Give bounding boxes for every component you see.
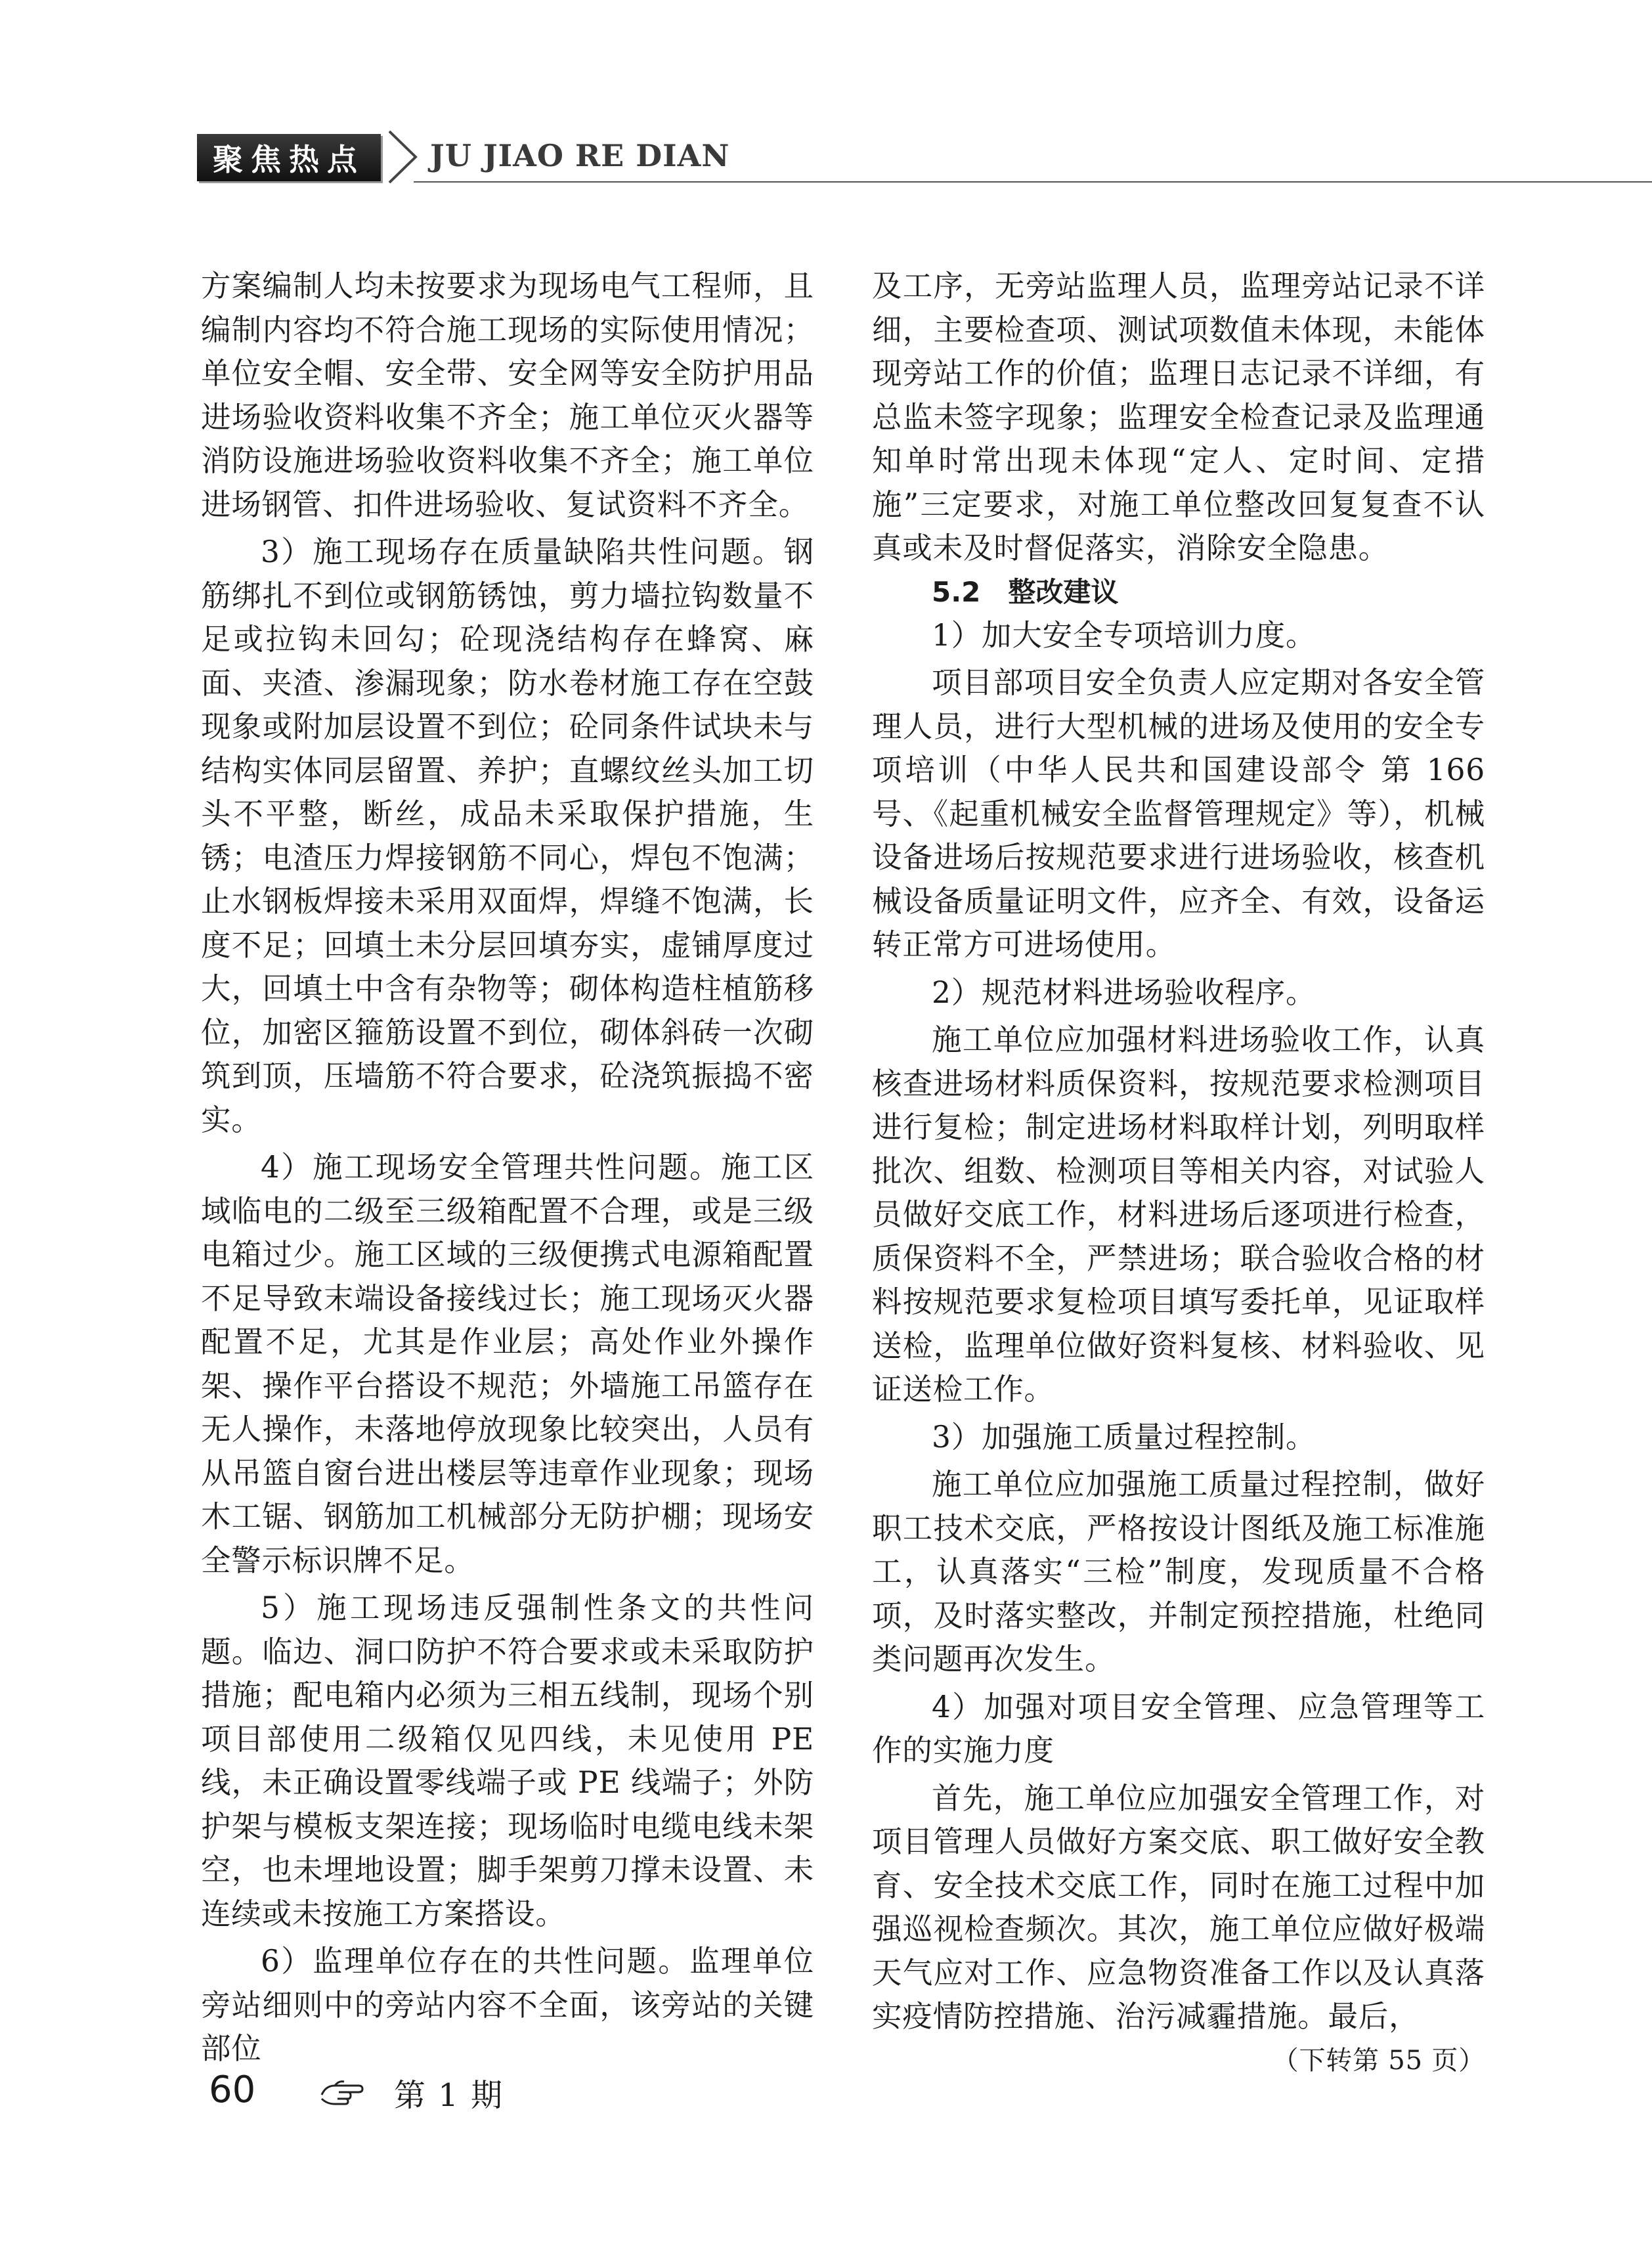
subheading: 3）加强施工质量过程控制。 — [932, 1419, 1316, 1455]
continued-note: （下转第 55 页） — [1272, 2045, 1485, 2076]
subheading: 4）加强对项目安全管理、应急管理等工作的实施力度 — [872, 1689, 1485, 1768]
subheading: 1）加大安全专项培训力度。 — [932, 617, 1316, 653]
paragraph: 6）监理单位存在的共性问题。监理单位旁站细则中的旁站内容不全面，该旁站的关键部位 — [201, 1944, 814, 2066]
paragraph — [872, 1777, 1485, 2076]
paragraph: 施工单位应加强施工质量过程控制，做好职工技术交底，严格按设计图纸及施工标准施工，认真落实“三检”制度，发现质量不合格项，及时落实整改，并制定预控措施，杜绝同类问题再次发生。 — [872, 1467, 1485, 1676]
paragraph: 4）施工现场安全管理共性问题。施工区域临电的二级至三级箱配置不合理，或是三级电箱过少。施工区域的三级便携式电源箱配置不足导致末端设备接线过长；施工现场灭火器配置不足，尤其是作业层；高处作业外操作架、操作平台搭设不规范；外墙施工吊篮存在无人操作，未落地停放现象比较突出，人员有从吊篮自窗台进出楼层等违章作业现象；现场木工锯、钢筋加工机械部分无防护棚；现场安全警示标识牌不足。 — [201, 1150, 814, 1578]
right-column — [872, 265, 1485, 2082]
page-footer — [209, 2069, 734, 2121]
chevron-divider-icon — [384, 129, 437, 185]
paragraph: 施工单位应加强材料进场验收工作，认真核查进场材料质保资料，按规范要求检测项目进行复检；制定进场材料取样计划，列明取样批次、组数、检测项目等相关内容，对试验人员做好交底工作，材料进场后逐项进行检查，质保资料不全，严禁进场；联合验收合格的材料按规范要求复检项目填写委托单，见证取样送检，监理单位做好资料复核、材料验收、见证送检工作。 — [872, 1022, 1485, 1407]
paragraph: 项目部项目安全负责人应定期对各安全管理人员，进行大型机械的进场及使用的安全专项培训（中华人民共和国建设部令 第 166 号、《起重机械安全监督管理规定》等），机械设备进场后按规范要求进行进场验收，核查机械设备质量证明文件，应齐全、有效，设备运转正常方可进场使用。 — [872, 665, 1485, 962]
section-title-latin: JU JIAO RE DIAN — [430, 138, 730, 173]
page-number: 60 — [209, 2069, 256, 2111]
section-badge: 聚焦热点 — [197, 134, 381, 181]
paragraph: 3）施工现场存在质量缺陷共性问题。钢筋绑扎不到位或钢筋锈蚀，剪力墙拉钩数量不足或拉钩未回勾；砼现浇结构存在蜂窝、麻面、夹渣、渗漏现象；防水卷材施工存在空鼓现象或附加层设置不到位；砼同条件试块未与结构实体同层留置、养护；直螺纹丝头加工切头不平整，断丝，成品未采取保护措施，生锈；电渣压力焊接钢筋不同心，焊包不饱满；止水钢板焊接未采用双面焊，焊缝不饱满，长度不足；回填土未分层回填夯实，虚铺厚度过大，回填土中含有杂物等；砌体构造柱植筋移位，加密区箍筋设置不到位，砌体斜砖一次砌筑到顶，压墙筋不符合要求，砼浇筑振捣不密实。 — [201, 535, 814, 1137]
left-column — [201, 265, 814, 2071]
subheading: 2）规范材料进场验收程序。 — [932, 975, 1316, 1010]
section-heading: 5.2 整改建议 — [932, 575, 1119, 608]
paragraph-text: 首先，施工单位应加强安全管理工作，对项目管理人员做好方案交底、职工做好安全教育、安全技术交底工作，同时在施工过程中加强巡视检查频次。其次，施工单位应做好极端天气应对工作、应急物资准备工作以及认真落实疫情防控措施、治污减霾措施。最后， — [872, 1780, 1485, 2034]
paragraph: 及工序，无旁站监理人员，监理旁站记录不详细，主要检查项、测试项数值未体现，未能体现旁站工作的价值；监理日志记录不详细，有总监未签字现象；监理安全检查记录及监理通知单时常出现未体现“定人、定时间、定措施”三定要求，对施工单位整改回复复查不认真或未及时督促落实，消除安全隐患。 — [872, 269, 1485, 565]
pointing-hand-icon — [319, 2075, 365, 2108]
header-rule — [414, 181, 1652, 183]
section-header — [197, 129, 1484, 185]
paragraph: 5）施工现场违反强制性条文的共性问题。临边、洞口防护不符合要求或未采取防护措施；配电箱内必须为三相五线制，现场个别项目部使用二级箱仅见四线，未见使用 PE 线，未正确设置零线端子或 PE 线端子；外防护架与模板支架连接；现场临时电缆电线未架空，也未埋地设置；脚手架剪刀撑未设置、未连续或未按施工方案搭设。 — [201, 1590, 814, 1931]
issue-label: 第 1 期 — [394, 2077, 504, 2114]
paragraph: 方案编制人均未按要求为现场电气工程师，且编制内容均不符合施工现场的实际使用情况；单位安全帽、安全带、安全网等安全防护用品进场验收资料收集不齐全；施工单位灭火器等消防设施进场验收资料收集不齐全；施工单位进场钢管、扣件进场验收、复试资料不齐全。 — [201, 269, 814, 522]
